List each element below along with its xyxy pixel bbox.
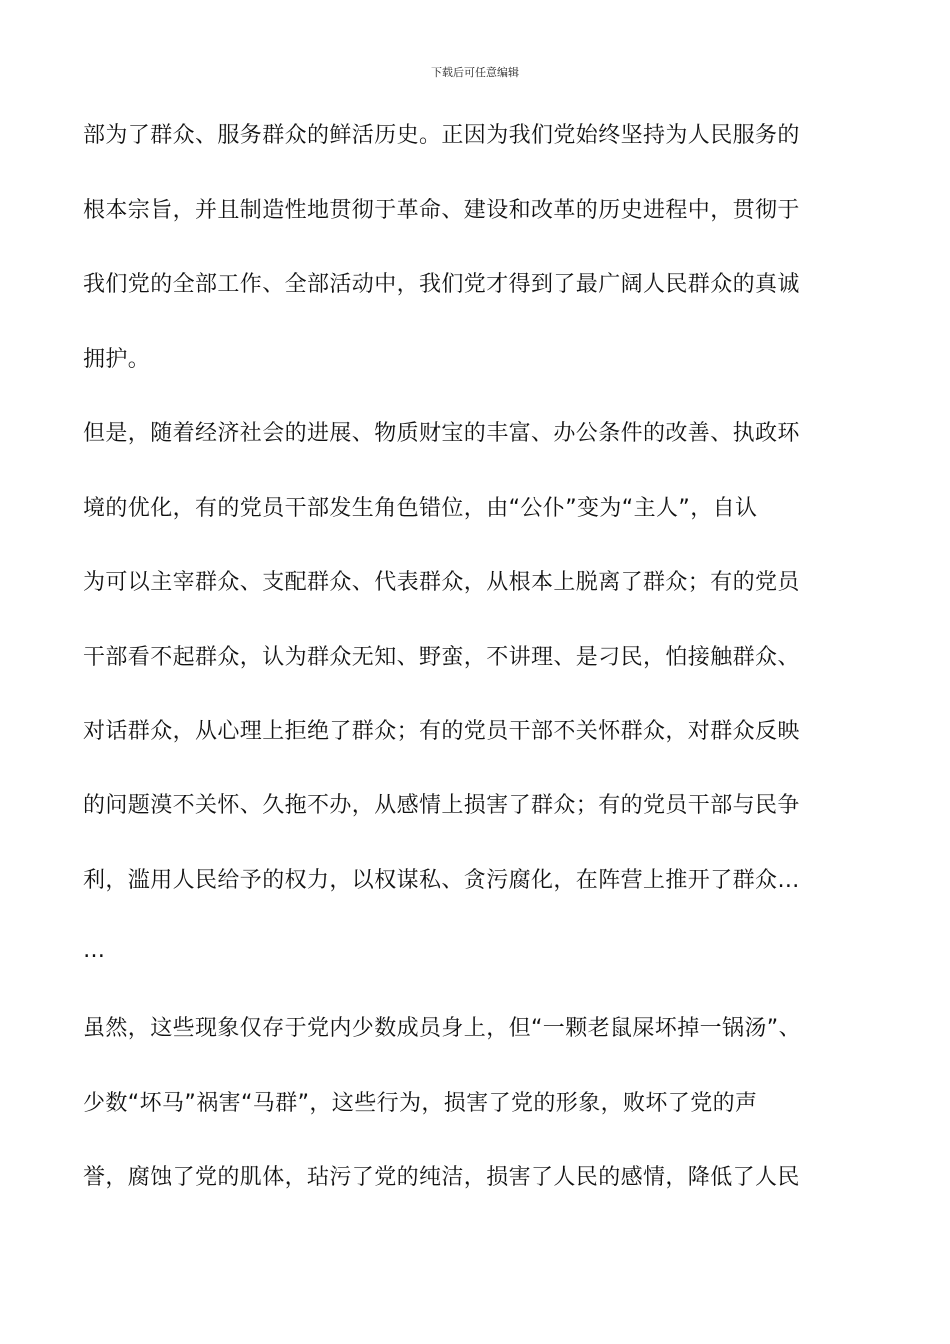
text-line: 我们党的全部工作、全部活动中，我们党才得到了最广阔人民群众的真诚 xyxy=(83,272,800,297)
text-line: 但是，随着经济社会的进展、物质财宝的丰富、办公条件的改善、执政环 xyxy=(83,421,800,446)
text-line: … xyxy=(83,938,106,963)
text-line: 少数“坏马”祸害“马群”，这些行为，损害了党的形象，败坏了党的声 xyxy=(83,1091,758,1116)
text-line: 境的优化，有的党员干部发生角色错位，由“公仆”变为“主人”，自认 xyxy=(83,496,758,521)
text-line: 为可以主宰群众、支配群众、代表群众，从根本上脱离了群众；有的党员 xyxy=(83,570,800,595)
text-line: 对话群众，从心理上拒绝了群众；有的党员干部不关怀群众，对群众反映 xyxy=(83,719,800,744)
text-line: 的问题漠不关怀、久拖不办，从感情上损害了群众；有的党员干部与民争 xyxy=(83,793,800,818)
text-line: 誉，腐蚀了党的肌体，玷污了党的纯洁，损害了人民的感情，降低了人民 xyxy=(83,1165,800,1190)
text-line: 虽然，这些现象仅存于党内少数成员身上，但“一颗老鼠屎坏掉一锅汤”、 xyxy=(83,1016,801,1041)
text-line: 根本宗旨，并且制造性地贯彻于革命、建设和改革的历史进程中，贯彻于 xyxy=(83,198,800,223)
page-header: 下载后可任意编辑 xyxy=(431,66,519,79)
text-line: 拥护。 xyxy=(83,347,151,372)
text-line: 利，滥用人民给予的权力，以权谋私、贪污腐化，在阵营上推开了群众… xyxy=(83,868,800,893)
text-line: 部为了群众、服务群众的鲜活历史。正因为我们党始终坚持为人民服务的 xyxy=(83,123,800,148)
text-line: 干部看不起群众，认为群众无知、野蛮，不讲理、是刁民，怕接触群众、 xyxy=(83,645,800,670)
